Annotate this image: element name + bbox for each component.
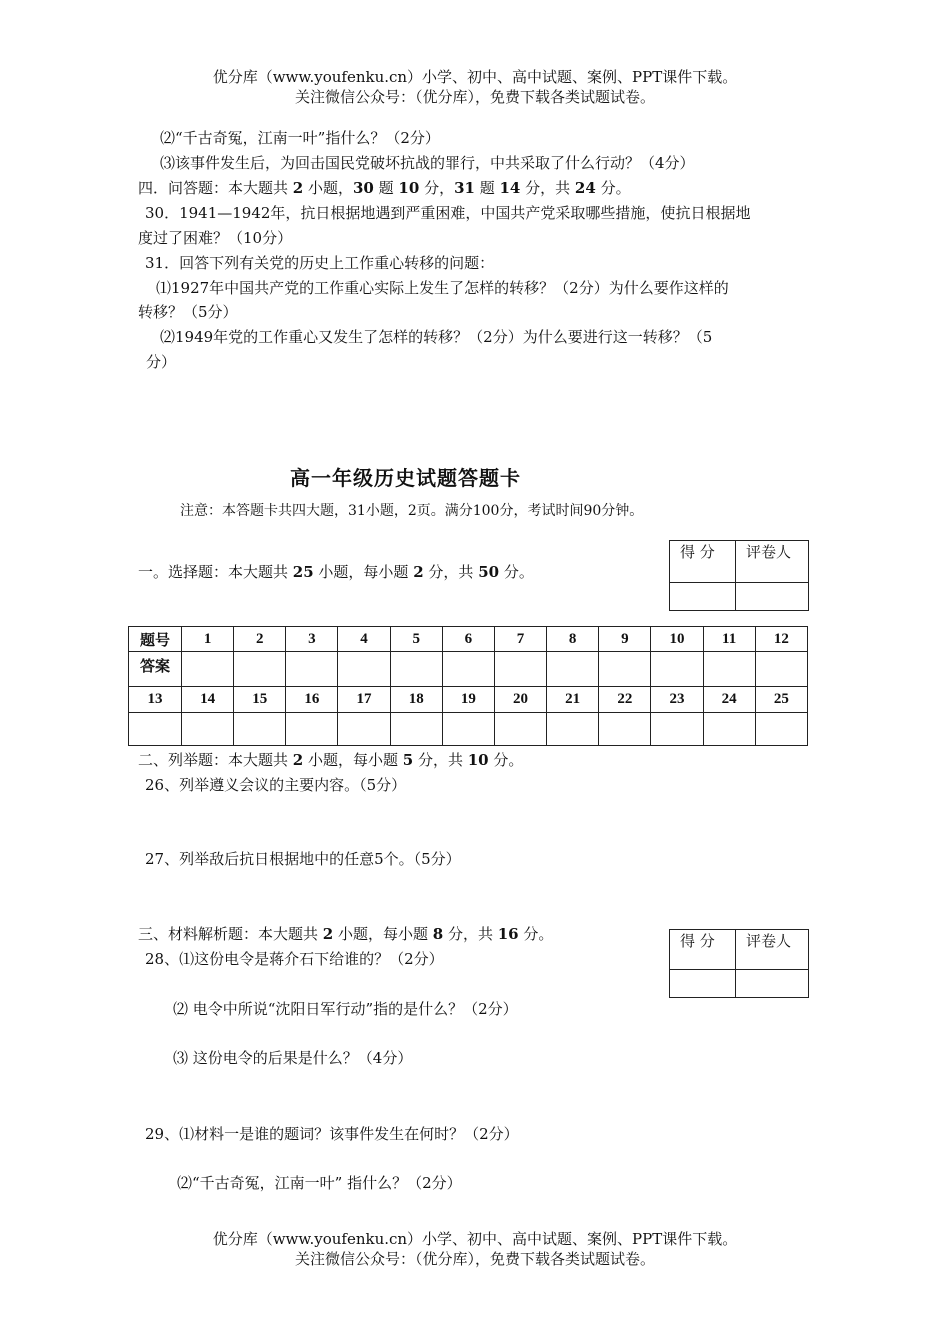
answer-card-title: 高一年级历史试题答题卡: [290, 466, 521, 490]
question-29-2-card: ⑵“千古奇冤，江南一叶” 指什么？（2分）: [177, 1174, 462, 1192]
question-no-cell: 3: [286, 627, 338, 652]
question-29-1: 29、⑴材料一是谁的题词？该事件发生在何时？（2分）: [145, 1125, 519, 1143]
question-no-cell: 14: [182, 687, 234, 713]
question-no-cell: 5: [390, 627, 442, 652]
question-no-cell: 10: [651, 627, 703, 652]
answer-cell[interactable]: [494, 652, 546, 687]
question-31-1-line-2: 转移？（5分）: [138, 303, 238, 321]
question-no-cell: 13: [129, 687, 182, 713]
question-31-2-line-2: 分）: [146, 353, 177, 371]
row-label-answer: 答案: [129, 652, 182, 687]
question-no-cell: 24: [703, 687, 755, 713]
answer-cell[interactable]: [129, 713, 182, 746]
answer-cell[interactable]: [234, 652, 286, 687]
section-1-heading: 一。选择题：本大题共 25 小题，每小题 2 分，共 50 分。: [138, 563, 534, 581]
answer-cell[interactable]: [703, 652, 755, 687]
question-no-cell: 4: [338, 627, 390, 652]
answer-cell[interactable]: [390, 652, 442, 687]
question-28-1: 28、⑴这份电令是蒋介石下给谁的？（2分）: [145, 950, 444, 968]
score-label: 得 分: [670, 930, 736, 970]
answer-cell[interactable]: [286, 713, 338, 746]
answer-cell[interactable]: [338, 713, 390, 746]
answer-cell[interactable]: [442, 713, 494, 746]
footer-line-1: 优分库（www.youfenku.cn）小学、初中、高中试题、案例、PPT课件下载。: [212, 1230, 738, 1248]
question-29-3: ⑶该事件发生后，为回击国民党破坏抗战的罪行，中共采取了什么行动？（4分）: [160, 154, 695, 172]
question-31-2-line-1: ⑵1949年党的工作重心又发生了怎样的转移？（2分）为什么要进行这一转移？（5: [160, 328, 713, 346]
section-2-heading: 二、列举题：本大题共 2 小题，每小题 5 分，共 10 分。: [138, 751, 524, 769]
answer-cell[interactable]: [338, 652, 390, 687]
row-label-question-no: 题号: [129, 627, 182, 652]
section-3-heading: 三、材料解析题：本大题共 2 小题，每小题 8 分，共 16 分。: [138, 925, 554, 943]
question-no-cell: 20: [494, 687, 546, 713]
score-box-2: [669, 929, 809, 998]
question-no-cell: 18: [390, 687, 442, 713]
question-30-line-2: 度过了困难？（10分）: [138, 229, 293, 247]
question-no-cell: 2: [234, 627, 286, 652]
question-28-2: ⑵ 电令中所说“沈阳日军行动”指的是什么？（2分）: [173, 1000, 518, 1018]
score-box-1: [669, 540, 809, 611]
question-31: 31．回答下列有关党的历史上工作重心转移的问题：: [145, 254, 495, 272]
question-no-cell: 9: [599, 627, 651, 652]
answer-cell[interactable]: [703, 713, 755, 746]
answer-cell[interactable]: [651, 713, 703, 746]
question-no-cell: 8: [547, 627, 599, 652]
question-28-3: ⑶ 这份电令的后果是什么？（4分）: [173, 1049, 413, 1067]
answer-cell[interactable]: [547, 652, 599, 687]
question-no-cell: 17: [338, 687, 390, 713]
question-no-cell: 1: [182, 627, 234, 652]
answer-cell[interactable]: [599, 652, 651, 687]
question-no-cell: 11: [703, 627, 755, 652]
question-26: 26、列举遵义会议的主要内容。（5分）: [145, 776, 407, 794]
section-4-heading: 四．问答题：本大题共 2 小题，30 题 10 分，31 题 14 分，共 24 分。: [138, 179, 631, 197]
answer-card-note: 注意：本答题卡共四大题，31小题，2页。满分100分，考试时间90分钟。: [180, 503, 644, 519]
answer-cell[interactable]: [494, 713, 546, 746]
score-cell[interactable]: [670, 583, 736, 611]
question-no-cell: 6: [442, 627, 494, 652]
answer-cell[interactable]: [286, 652, 338, 687]
question-no-cell: 25: [755, 687, 807, 713]
answer-cell[interactable]: [651, 652, 703, 687]
question-no-cell: 15: [234, 687, 286, 713]
question-30-line-1: 30．1941—1942年，抗日根据地遇到严重困难，中国共产党采取哪些措施，使抗日根据地: [145, 204, 751, 222]
question-31-1-line-1: ⑴1927年中国共产党的工作重心实际上发生了怎样的转移？（2分）为什么要作这样的: [156, 279, 729, 297]
question-no-cell: 7: [494, 627, 546, 652]
answer-cell[interactable]: [234, 713, 286, 746]
question-no-cell: 16: [286, 687, 338, 713]
choice-answer-table: [128, 626, 808, 746]
answer-cell[interactable]: [755, 713, 807, 746]
question-27: 27、列举敌后抗日根据地中的任意5个。（5分）: [145, 850, 461, 868]
answer-cell[interactable]: [182, 713, 234, 746]
question-no-cell: 12: [755, 627, 807, 652]
score-label: 得 分: [670, 541, 736, 583]
answer-cell[interactable]: [182, 652, 234, 687]
grader-cell[interactable]: [736, 970, 809, 998]
grader-label: 评卷人: [736, 541, 809, 583]
question-no-cell: 19: [442, 687, 494, 713]
footer-line-2: 关注微信公众号：（优分库），免费下载各类试题试卷。: [294, 1250, 655, 1268]
answer-cell[interactable]: [599, 713, 651, 746]
question-no-cell: 21: [547, 687, 599, 713]
answer-cell[interactable]: [442, 652, 494, 687]
question-29-2: ⑵“千古奇冤，江南一叶”指什么？（2分）: [160, 129, 440, 147]
grader-label: 评卷人: [736, 930, 809, 970]
answer-cell[interactable]: [755, 652, 807, 687]
header-line-1: 优分库（www.youfenku.cn）小学、初中、高中试题、案例、PPT课件下载。: [212, 68, 738, 86]
answer-cell[interactable]: [547, 713, 599, 746]
score-cell[interactable]: [670, 970, 736, 998]
answer-cell[interactable]: [390, 713, 442, 746]
grader-cell[interactable]: [736, 583, 809, 611]
question-no-cell: 23: [651, 687, 703, 713]
question-no-cell: 22: [599, 687, 651, 713]
header-line-2: 关注微信公众号：（优分库），免费下载各类试题试卷。: [294, 88, 655, 106]
